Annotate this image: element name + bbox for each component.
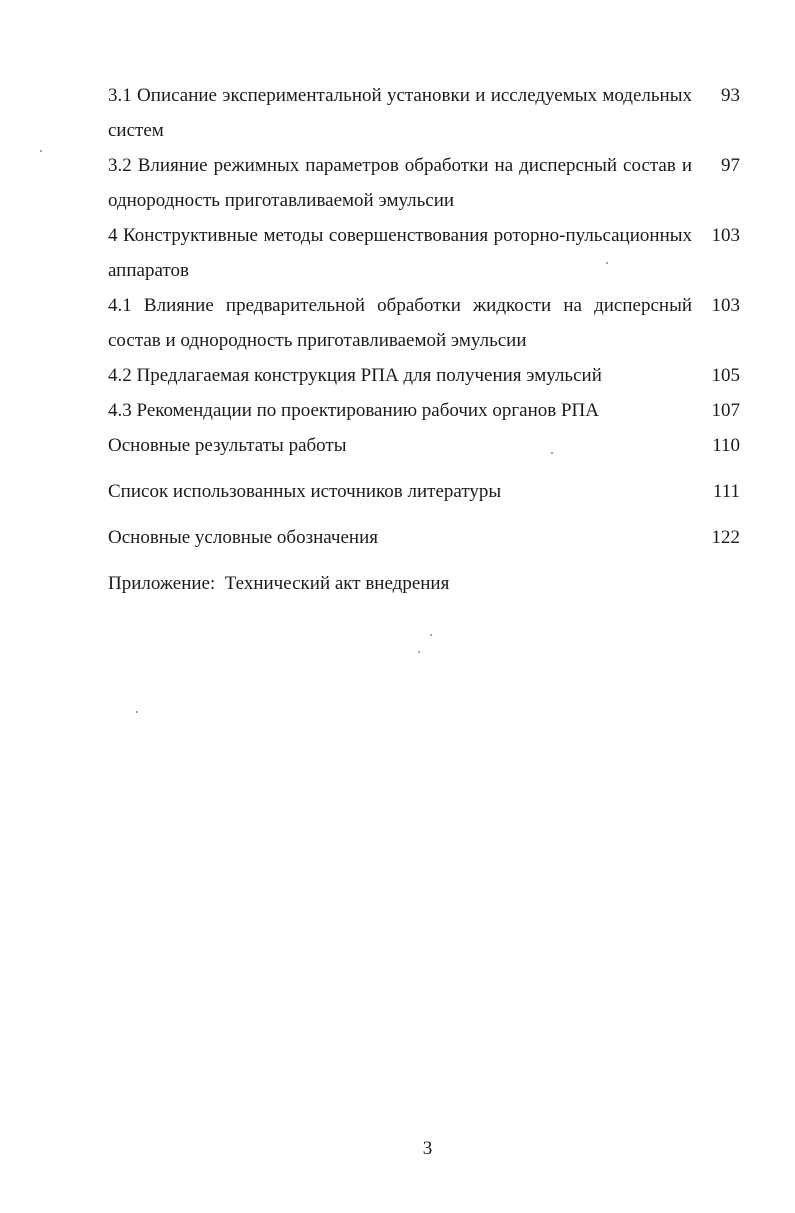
toc-entry-3-2 <box>108 148 740 218</box>
toc-entry-page: 103 <box>711 295 740 316</box>
toc-entry-page: 107 <box>711 400 740 421</box>
toc-entry-page: 93 <box>721 85 740 106</box>
toc-entry-title: Список использованных источников литературы <box>108 481 502 502</box>
scan-speck <box>418 651 420 653</box>
toc-entry-4-3 <box>108 393 740 428</box>
toc-entry-page: 105 <box>711 365 740 386</box>
toc-entry-title: Приложение: Технический акт внедрения <box>108 573 450 594</box>
toc-entry-title: Основные результаты работы <box>108 435 347 456</box>
toc-entry-title: 4 Конструктивные методы совершенствования роторно-пульсационных аппаратов <box>108 225 692 281</box>
toc-entry-title: 3.1 Описание экспериментальной установки и исследуемых модельных систем <box>108 85 692 141</box>
spacer <box>108 463 740 474</box>
toc-entry-notation <box>108 520 740 555</box>
toc-entry-page: 97 <box>721 155 740 176</box>
toc-entry-page: 122 <box>711 527 740 548</box>
toc-entry-4-1 <box>108 288 740 358</box>
toc-entry-title: 4.3 Рекомендации по проектированию рабочих органов РПА <box>108 400 599 421</box>
toc-entry-4 <box>108 218 740 288</box>
scan-speck <box>430 634 432 636</box>
scan-speck <box>136 711 138 713</box>
toc-entry-4-2 <box>108 358 740 393</box>
toc-entry-appendix <box>108 566 740 601</box>
toc-entry-title: 4.2 Предлагаемая конструкция РПА для получения эмульсий <box>108 365 602 386</box>
page-number: 3 <box>422 1138 433 1159</box>
toc-entry-title: 3.2 Влияние режимных параметров обработки на дисперсный состав и однородность приготавливаемой эмульсии <box>108 155 692 211</box>
toc-entry-page: 103 <box>711 225 740 246</box>
toc-entry-references <box>108 474 740 509</box>
toc-entry-page: 111 <box>712 481 740 502</box>
toc-entry-page: 110 <box>712 435 740 456</box>
toc-entry-title: Основные условные обозначения <box>108 527 378 548</box>
scan-speck <box>606 262 608 264</box>
toc-entry-3-1 <box>108 78 740 148</box>
spacer <box>108 555 740 566</box>
toc-entry-main-results <box>108 428 740 463</box>
scan-speck <box>551 452 553 454</box>
scan-speck <box>40 150 42 152</box>
table-of-contents <box>108 78 740 601</box>
toc-entry-title: 4.1 Влияние предварительной обработки жидкости на дисперсный состав и однородность приготавливаемой эмульсии <box>108 295 692 351</box>
spacer <box>108 509 740 520</box>
